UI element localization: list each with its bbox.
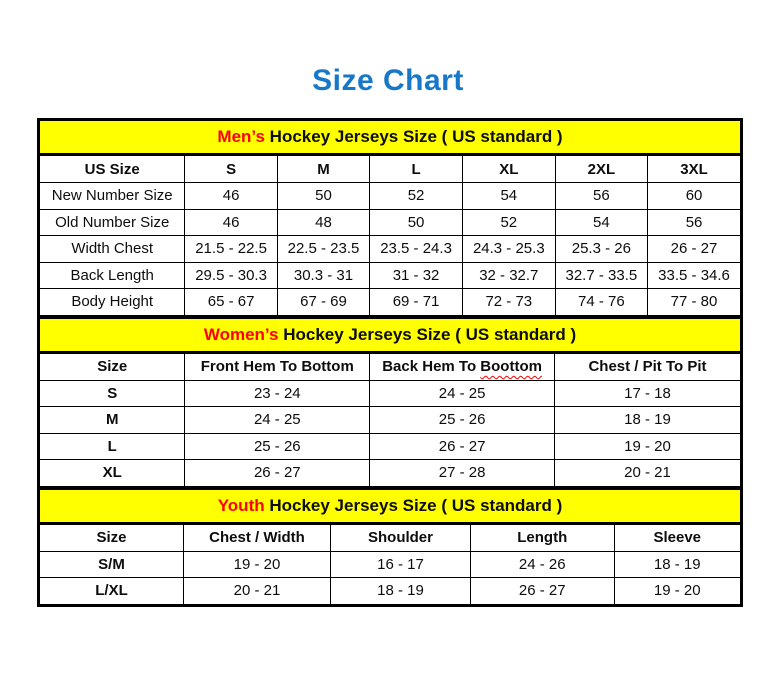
size-cell: 26 - 27 — [471, 578, 615, 604]
mens-col-3xl: 3XL — [648, 155, 740, 183]
size-cell: 31 - 32 — [370, 262, 463, 289]
size-cell: 27 - 28 — [370, 460, 555, 487]
size-cell: 23 - 24 — [185, 380, 370, 407]
size-cell: 16 - 17 — [331, 551, 471, 578]
size-cell: 74 - 76 — [555, 289, 647, 316]
mens-banner-text: Hockey Jerseys Size ( US standard ) — [264, 127, 563, 146]
size-cell: 25 - 26 — [185, 433, 370, 460]
size-cell: 52 — [370, 183, 463, 210]
youth-col-length: Length — [471, 523, 615, 551]
youth-banner-row — [40, 488, 740, 523]
youth-col-sleeve: Sleeve — [614, 523, 740, 551]
mens-banner-row — [40, 121, 740, 155]
row-label: Back Length — [40, 262, 185, 289]
page-title: Size Chart — [312, 64, 464, 97]
size-cell: 67 - 69 — [277, 289, 369, 316]
size-cell: 17 - 18 — [554, 380, 740, 407]
size-cell: 22.5 - 23.5 — [277, 236, 369, 263]
size-cell: 48 — [277, 209, 369, 236]
size-cell: 54 — [462, 183, 555, 210]
youth-col-chest: Chest / Width — [184, 523, 331, 551]
table-row — [40, 460, 740, 487]
size-cell: 26 - 27 — [185, 460, 370, 487]
size-cell: 32.7 - 33.5 — [555, 262, 647, 289]
womens-col-back-hem — [370, 352, 555, 380]
table-row — [40, 236, 740, 263]
size-cell: 18 - 19 — [331, 578, 471, 604]
table-row — [40, 209, 740, 236]
youth-banner — [40, 488, 740, 523]
mens-col-l: L — [370, 155, 463, 183]
size-cell: 56 — [555, 183, 647, 210]
youth-banner-text: Hockey Jerseys Size ( US standard ) — [264, 495, 563, 515]
table-row — [40, 380, 740, 407]
size-cell: 30.3 - 31 — [277, 262, 369, 289]
womens-banner-highlight: Women’s — [203, 324, 279, 344]
size-cell: 24 - 25 — [185, 407, 370, 434]
size-cell: 29.5 - 30.3 — [185, 262, 277, 289]
row-label: S/M — [40, 551, 184, 578]
table-row — [40, 578, 740, 604]
size-cell: 72 - 73 — [462, 289, 555, 316]
womens-col-size: Size — [40, 352, 185, 380]
womens-col-chest: Chest / Pit To Pit — [554, 352, 740, 380]
mens-col-m: M — [277, 155, 369, 183]
table-row — [40, 183, 740, 210]
size-cell: 18 - 19 — [554, 407, 740, 434]
youth-size-table — [40, 487, 740, 604]
womens-header-row — [40, 352, 740, 380]
mens-header-row — [40, 155, 740, 183]
youth-banner-highlight: Youth — [217, 495, 265, 515]
mens-banner — [40, 121, 740, 155]
row-label: M — [40, 407, 185, 434]
size-cell: 54 — [555, 209, 647, 236]
row-label: Old Number Size — [40, 209, 185, 236]
size-cell: 52 — [462, 209, 555, 236]
size-cell: 24 - 26 — [471, 551, 615, 578]
size-cell: 25.3 - 26 — [555, 236, 647, 263]
row-label: Width Chest — [40, 236, 185, 263]
size-cell: 19 - 20 — [614, 578, 740, 604]
size-cell: 24 - 25 — [370, 380, 555, 407]
mens-col-s: S — [185, 155, 277, 183]
size-cell: 50 — [277, 183, 369, 210]
size-cell: 69 - 71 — [370, 289, 463, 316]
mens-banner-highlight: Men’s — [217, 127, 265, 146]
size-cell: 19 - 20 — [554, 433, 740, 460]
row-label: New Number Size — [40, 183, 185, 210]
row-label: Body Height — [40, 289, 185, 316]
row-label: S — [40, 380, 185, 407]
womens-banner-text: Hockey Jerseys Size ( US standard ) — [278, 324, 577, 344]
size-cell: 26 - 27 — [648, 236, 740, 263]
size-chart — [37, 118, 743, 607]
size-cell: 65 - 67 — [185, 289, 277, 316]
size-cell: 32 - 32.7 — [462, 262, 555, 289]
size-cell: 25 - 26 — [370, 407, 555, 434]
mens-col-us-size: US Size — [40, 155, 185, 183]
youth-col-shoulder: Shoulder — [331, 523, 471, 551]
size-cell: 33.5 - 34.6 — [648, 262, 740, 289]
mens-col-2xl: 2XL — [555, 155, 647, 183]
size-cell: 20 - 21 — [554, 460, 740, 487]
row-label: L/XL — [40, 578, 184, 604]
size-cell: 60 — [648, 183, 740, 210]
mens-size-table — [40, 121, 740, 316]
table-row — [40, 551, 740, 578]
size-cell: 20 - 21 — [184, 578, 331, 604]
youth-col-size: Size — [40, 523, 184, 551]
size-cell: 50 — [370, 209, 463, 236]
table-row — [40, 289, 740, 316]
back-hem-prefix: Back Hem To — [382, 358, 481, 375]
size-cell: 77 - 80 — [648, 289, 740, 316]
size-cell: 26 - 27 — [370, 433, 555, 460]
womens-banner-row — [40, 317, 740, 352]
size-cell: 18 - 19 — [614, 551, 740, 578]
size-cell: 46 — [185, 183, 277, 210]
mens-col-xl: XL — [462, 155, 555, 183]
womens-size-table — [40, 316, 740, 487]
womens-banner — [40, 317, 740, 352]
size-cell: 46 — [185, 209, 277, 236]
youth-header-row — [40, 523, 740, 551]
table-row — [40, 407, 740, 434]
table-row — [40, 262, 740, 289]
size-cell: 19 - 20 — [184, 551, 331, 578]
row-label: L — [40, 433, 185, 460]
size-cell: 21.5 - 22.5 — [185, 236, 277, 263]
size-cell: 56 — [648, 209, 740, 236]
row-label: XL — [40, 460, 185, 487]
size-cell: 24.3 - 25.3 — [462, 236, 555, 263]
size-cell: 23.5 - 24.3 — [370, 236, 463, 263]
womens-col-front-hem: Front Hem To Bottom — [185, 352, 370, 380]
back-hem-misspelled-word: Boottom — [480, 358, 542, 375]
table-row — [40, 433, 740, 460]
